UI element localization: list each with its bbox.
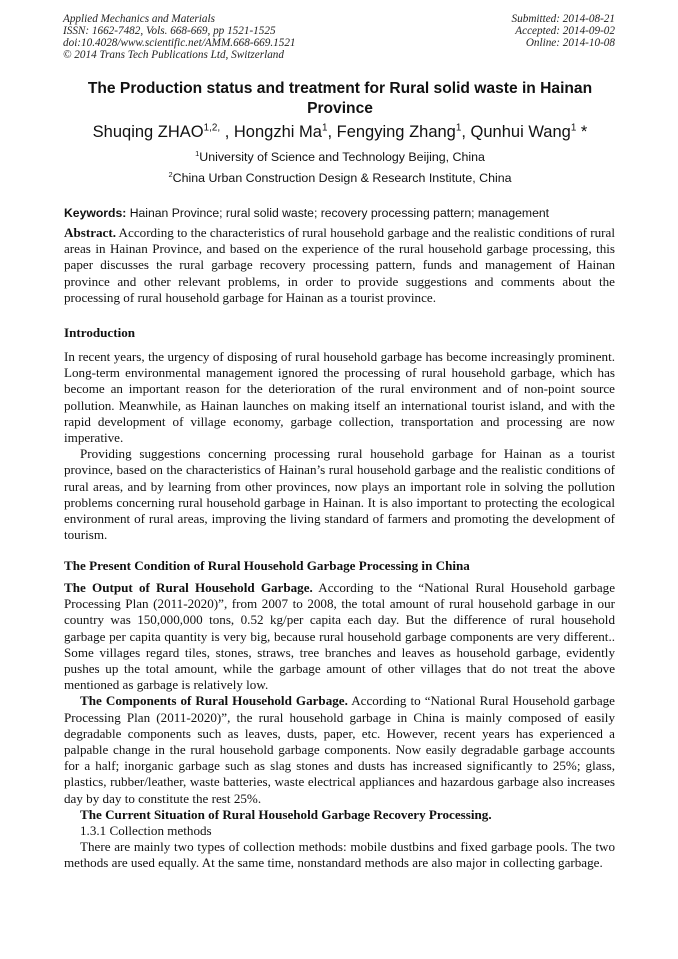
introduction-paragraph: In recent years, the urgency of disposing of rural household garbage has become increasingly prominent. Long-term environmental management ignored the processing of rural household garbage, which has become an important reason for the deterioration of the rural environment and of non-point source pollution. Meanwhile, as Hainan launches on making itself an international tourist island, and with the rapid development of village economy, garbage collection, transportation and processing are now imperative. [64, 349, 615, 446]
author-separator: , [461, 123, 471, 141]
journal-doi: doi:10.4028/www.scientific.net/AMM.668-669.1521 [63, 37, 296, 49]
keywords-label: Keywords: [64, 206, 127, 220]
affiliation-1 [40, 150, 640, 164]
submission-dates [512, 13, 615, 49]
collection-methods-subheading: 1.3.1 Collection methods [80, 823, 212, 839]
abstract [64, 225, 615, 306]
author-name: Qunhui Wang [470, 123, 571, 141]
online-date: Online: 2014-10-08 [525, 37, 615, 49]
components-paragraph [64, 693, 615, 806]
author-list [40, 122, 640, 142]
present-condition-body [64, 580, 615, 872]
keywords [64, 206, 624, 220]
output-paragraph [64, 580, 615, 693]
abstract-text: According to the characteristics of rural household garbage and the realistic conditions of rural areas in Hainan Province, and based on the experience of the rural household garbage processing, this paper discusses the rural garbage recovery processing pattern, funds and management of Hainan province and other relevant problems, in order to provide suggestions and comments about the processing of rural household garbage for Hainan as a tourist province. [64, 225, 615, 305]
journal-copyright: © 2014 Trans Tech Publications Ltd, Switzerland [63, 49, 284, 61]
corresponding-author-marker: * [576, 123, 588, 141]
output-text: According to the “National Rural Household garbage Processing Plan (2011-2020)”, from 2007 to 2008, the total amount of rural household garbage in our country was 150,000,000 tons, 0.52 kg/per capita each day. But the difference of rural household garbage per capita quantity is very big, because rural household garbage components are very different.. Some villages regard tiles, stones, straws, tree branches and leaves as household garbage, evidently pushes up the total amount, while the garbage amount of other villages that do not treat the above mentioned as garbage is relatively low. [64, 580, 616, 693]
current-situation-subheading [64, 807, 615, 823]
journal-info [63, 13, 296, 61]
abstract-label: Abstract. [64, 225, 116, 240]
introduction-body [64, 349, 615, 543]
author-affiliation-marker: 1 [455, 122, 462, 134]
author-separator: , [220, 123, 234, 141]
keywords-text: Hainan Province; rural solid waste; recovery processing pattern; management [126, 206, 550, 220]
author-separator: , [327, 123, 337, 141]
introduction-heading: Introduction [64, 325, 136, 340]
output-subheading: The Output of Rural Household Garbage. [64, 580, 313, 595]
present-condition-heading: The Present Condition of Rural Household Garbage Processing in China [64, 558, 470, 573]
author-affiliation-marker: 1 [321, 122, 328, 134]
author-name: Hongzhi Ma [233, 123, 322, 141]
introduction-paragraph: Providing suggestions concerning processing rural household garbage for Hainan as a tourist province, based on the characteristics of Hainan’s rural household garbage and the realistic conditions of rural areas, and by learning from other provinces, now plays an important role in solving the pollution problems concerning rural household garbage in Hainan. It is also important to protecting the ecological environment of rural areas, improving the living standard of farmers and promoting the development of tourism. [64, 446, 615, 543]
journal-name: Applied Mechanics and Materials [63, 13, 215, 25]
journal-issn: ISSN: 1662-7482, Vols. 668-669, pp 1521-1525 [63, 25, 276, 37]
components-text: According to “National Rural Household garbage Processing Plan (2011-2020)”, the rural household garbage in China is mainly composed of easily degradable components such as leaves, dusts, paper, etc. However, recent years has experienced a palpable change in the rural household garbage components. Now easily degradable garbage accounts for a half; inorganic garbage such as slag stones and dusts has increased significantly to 25%; glass, plastics, rubber/leather, waste batteries, waste electrical appliances and hazardous garbage also increases day by day to constitute the rest 25%. [64, 693, 615, 806]
affiliation-text: University of Science and Technology Beijing, China [199, 150, 485, 164]
affiliation-marker: 1 [195, 148, 200, 158]
accepted-date: Accepted: 2014-09-02 [515, 25, 615, 37]
collection-methods-paragraph: There are mainly two types of collection methods: mobile dustbins and fixed garbage pools. The two methods are used equally. At the same time, nonstandard methods are also major in collecting garbage. [64, 839, 615, 871]
paper-title: The Production status and treatment for Rural solid waste in Hainan Province [87, 80, 593, 117]
affiliation-2 [40, 171, 640, 185]
current-situation-title: The Current Situation of Rural Household Garbage Recovery Processing. [80, 806, 492, 822]
components-subheading: The Components of Rural Household Garbage. [80, 693, 348, 709]
author-name: Fengying Zhang [336, 123, 456, 141]
affiliation-text: China Urban Construction Design & Research Institute, China [172, 171, 512, 185]
submitted-date: Submitted: 2014-08-21 [511, 13, 615, 25]
author-affiliation-marker: 1,2, [203, 122, 221, 134]
author-name: Shuqing ZHAO [92, 123, 204, 141]
affiliation-marker: 2 [168, 169, 173, 179]
author-affiliation-marker: 1 [570, 122, 577, 134]
